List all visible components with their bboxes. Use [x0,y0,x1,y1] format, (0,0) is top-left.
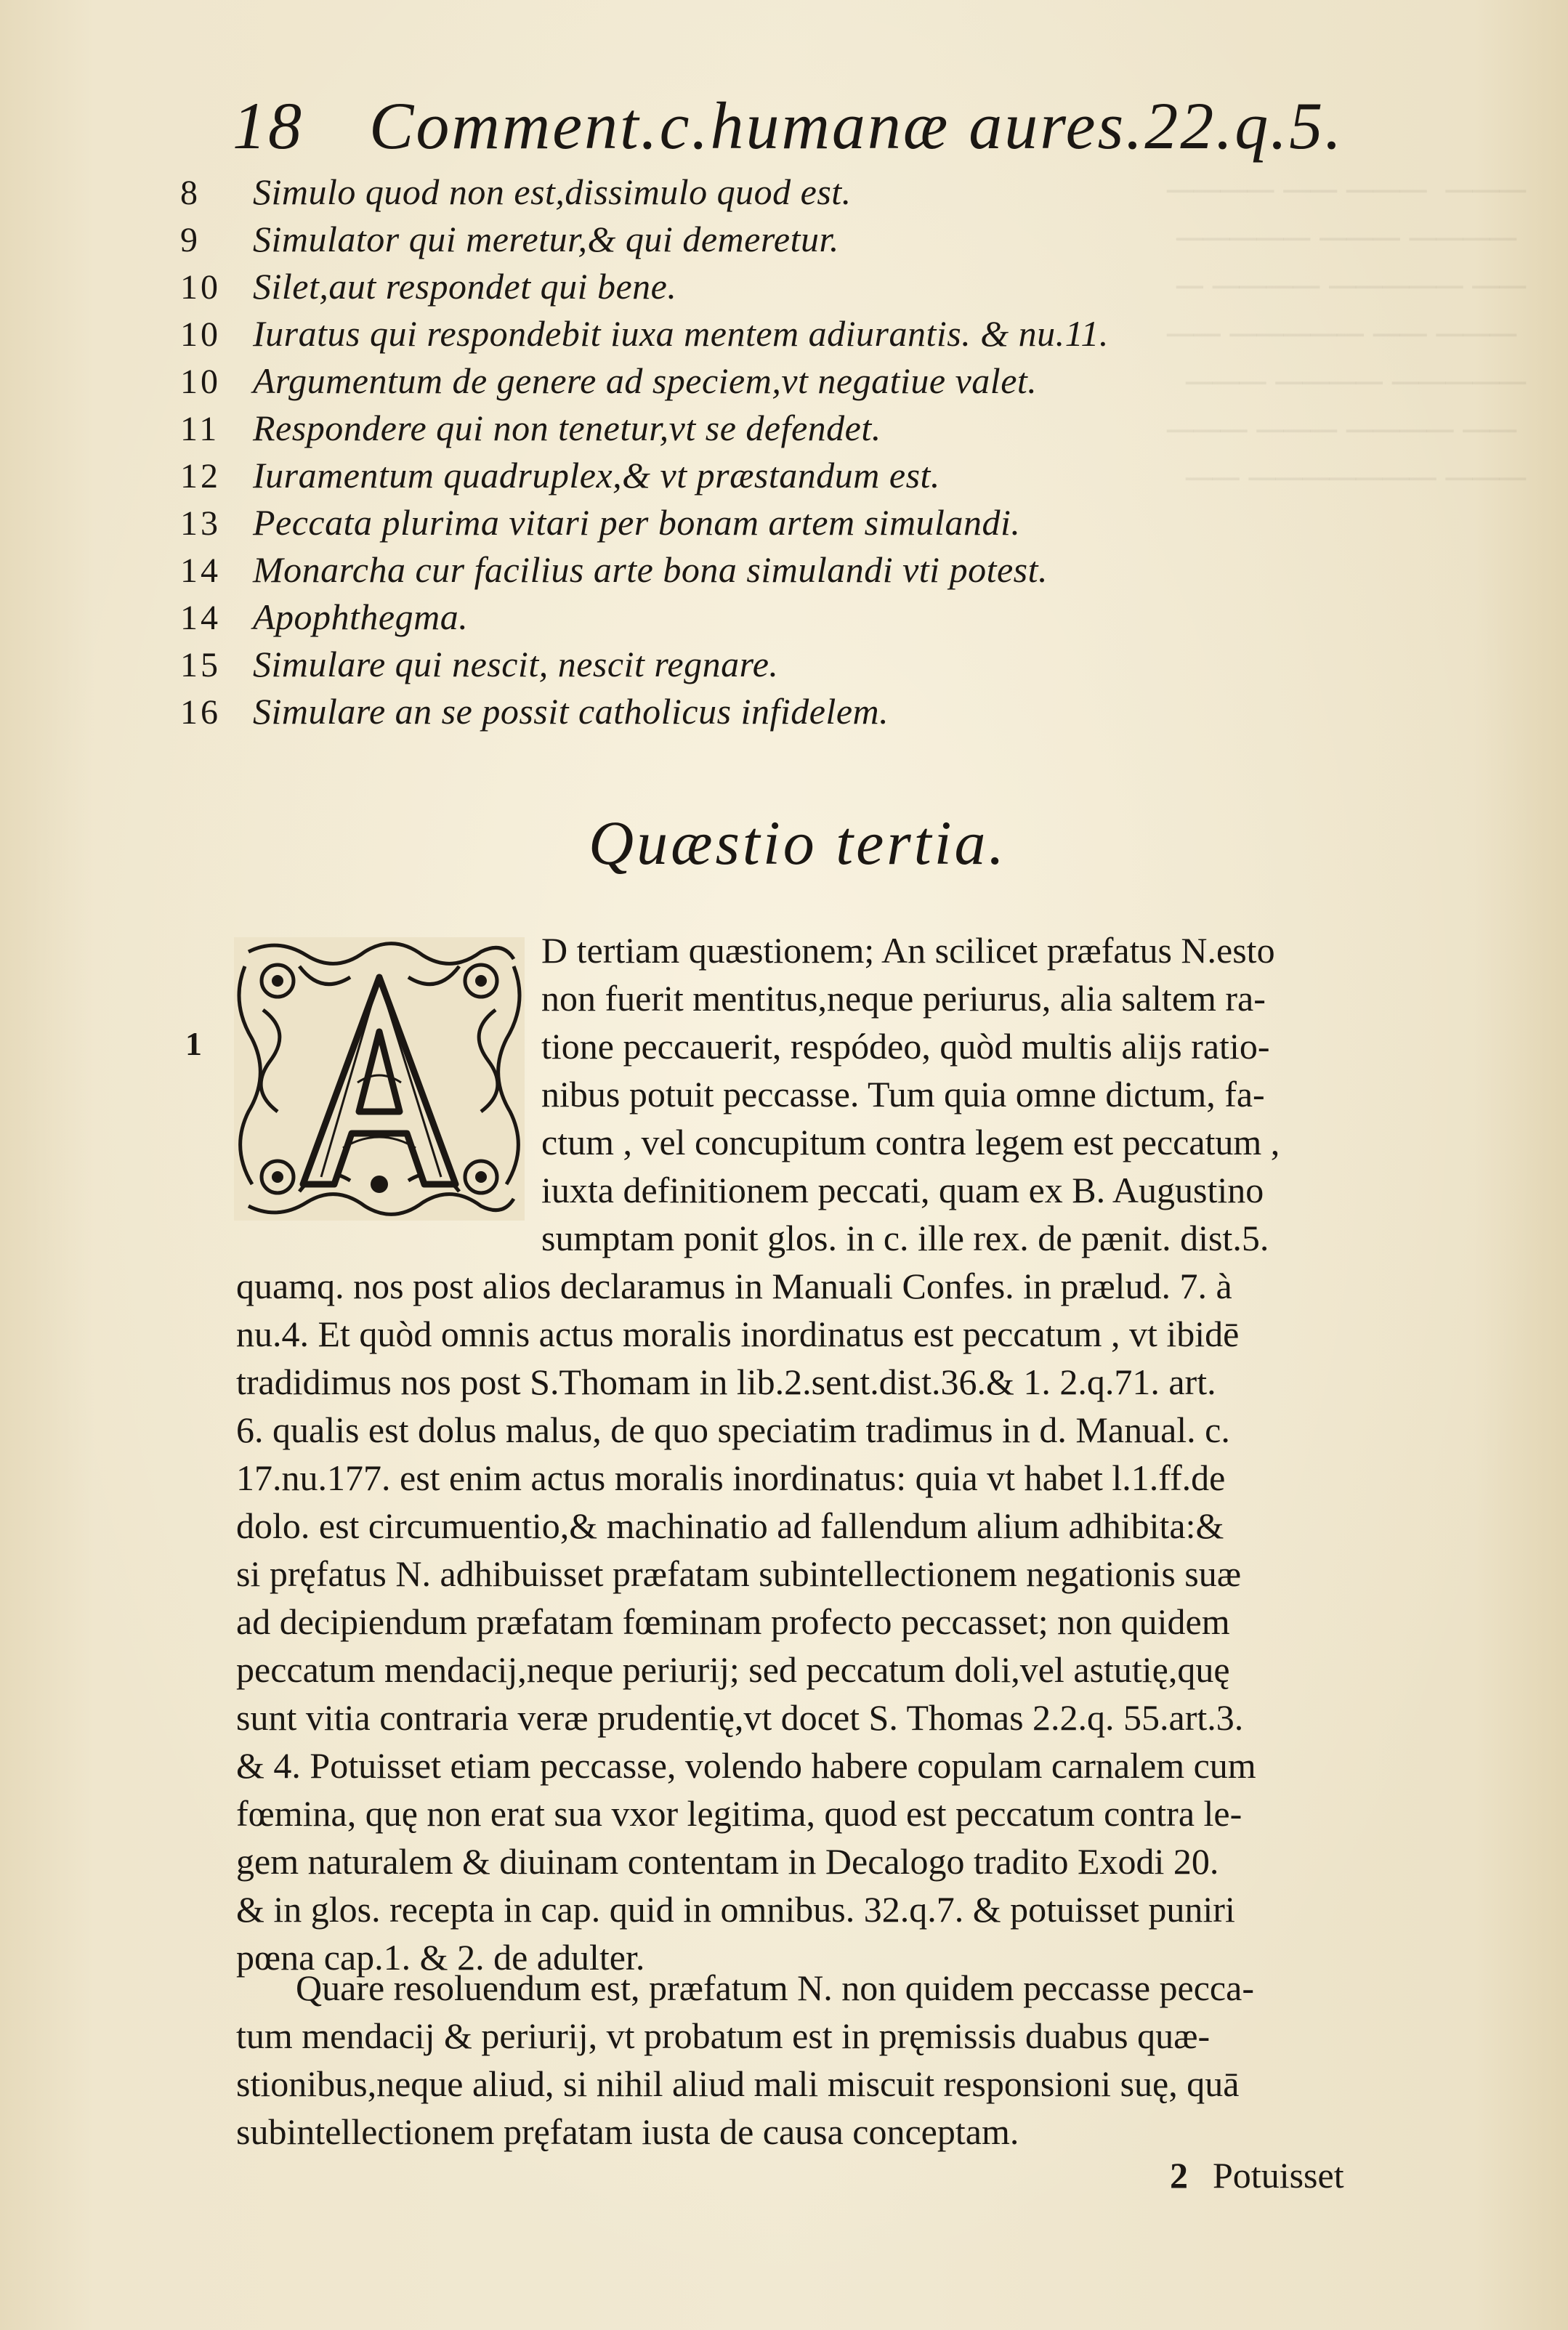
summary-text: Simulare qui nescit, nescit regnare. [253,644,779,684]
text-line: sumptam ponit glos. in c. ille rex. de pænit. dist.5. [541,1218,1269,1258]
running-header [233,87,1344,167]
text-line: pœna cap.1. & 2. de adulter. [236,1937,645,1978]
summary-item [180,263,1270,310]
text-line: fœmina, quę non erat sua vxor legitima, quod est peccatum contra le- [236,1793,1242,1834]
text-line: non fuerit mentitus,neque periurus, alia saltem ra- [541,978,1266,1019]
text-line: gem naturalem & diuinam contentam in Decalogo tradito Exodi 20. [236,1841,1219,1882]
summary-item [180,546,1270,594]
text-line: peccatum mendacij,neque periurij; sed peccatum doli,vel astutię,quę [236,1649,1230,1690]
summary-item [180,357,1270,405]
text-line: si pręfatus N. adhibuisset præfatam subintellectionem negationis suæ [236,1553,1242,1594]
summary-item [180,688,1270,735]
running-title: Comment.c.humanæ aures.22.q.5. [369,89,1344,163]
summary-text: Monarcha cur facilius arte bona simulandi vti potest. [253,549,1048,590]
text-line: nu.4. Et quòd omnis actus moralis inordinatus est peccatum , vt ibidē [236,1314,1240,1354]
text-line: & in glos. recepta in cap. quid in omnibus. 32.q.7. & potuisset puniri [236,1889,1235,1930]
catchword: Potuisset [1213,2155,1344,2196]
summary-number: 10 [180,363,221,401]
margin-number: 2 [1170,2155,1188,2196]
summary-number: 11 [180,410,220,448]
summary-list [180,169,1270,735]
decorated-initial-icon [234,937,525,1221]
summary-item [180,452,1270,499]
summary-text: Iuramentum quadruplex,& vt præstandum est. [253,455,940,495]
summary-item [180,641,1270,688]
summary-number: 10 [180,315,221,354]
paragraph-1-beside-initial [541,926,1280,1262]
text-line: ad decipiendum præfatam fœminam profecto peccasset; non quidem [236,1601,1230,1642]
paragraph-1-full-width [236,1262,1256,1981]
bleed-through-texture: ─── ─── ── ──── ──── ─── ───── ── ───── ──── ─ ─── ── ───── ── ───── ──── ─── ── ──── ─── ─── ─── ─────── ── [1166,170,1526,499]
summary-item [180,216,1270,263]
summary-number: 14 [180,599,221,637]
summary-number: 16 [180,693,221,732]
text-line: nibus potuit peccasse. Tum quia omne dictum, fa- [541,1074,1265,1115]
page-number: 18 [233,89,304,163]
text-line: & 4. Potuisset etiam peccasse, volendo habere copulam carnalem cum [236,1745,1256,1786]
summary-number: 14 [180,551,221,590]
summary-item [180,594,1270,641]
text-line: subintellectionem pręfatam iusta de causa conceptam. [236,2111,1019,2152]
summary-number: 9 [180,221,201,259]
text-line: quamq. nos post alios declaramus in Manuali Confes. in prælud. 7. à [236,1266,1232,1306]
text-line: tum mendacij & periurij, vt probatum est in pręmissis duabus quæ- [236,2015,1211,2056]
text-line: 17.nu.177. est enim actus moralis inordinatus: quia vt habet l.1.ff.de [236,1457,1226,1498]
summary-text: Simulator qui meretur,& qui demeretur. [253,219,839,259]
text-line: D tertiam quæstionem; An scilicet præfatus N.esto [541,930,1275,971]
summary-text: Apophthegma. [253,596,469,637]
summary-text: Silet,aut respondet qui bene. [253,266,677,307]
summary-number: 13 [180,504,221,543]
text-line: Quare resoluendum est, præfatum N. non quidem peccasse pecca- [296,1967,1254,2008]
text-line: dolo. est circumuentio,& machinatio ad fallendum alium adhibita:& [236,1505,1224,1546]
text-line: sunt vitia contraria veræ prudentię,vt docet S. Thomas 2.2.q. 55.art.3. [236,1697,1244,1738]
paragraph-2 [236,1964,1254,2156]
summary-item [180,169,1270,216]
section-title [589,806,1170,879]
summary-text: Peccata plurima vitari per bonam artem simulandi. [253,502,1021,543]
text-line: iuxta definitionem peccati, quam ex B. Augustino [541,1170,1264,1210]
summary-item [180,405,1270,452]
summary-number: 10 [180,268,221,307]
summary-number: 15 [180,646,221,684]
summary-text: Simulare an se possit catholicus infidelem. [253,691,889,732]
summary-number: 12 [180,457,221,495]
text-line: ctum , vel concupitum contra legem est peccatum , [541,1122,1280,1162]
summary-text: Simulo quod non est,dissimulo quod est. [253,171,852,212]
text-line: stionibus,neque aliud, si nihil aliud mali miscuit responsioni suę, quā [236,2063,1240,2104]
margin-number: 1 [185,1025,202,1062]
summary-text: Iuratus qui respondebit iuxa mentem adiurantis. & nu.11. [253,313,1109,354]
text-line: 6. qualis est dolus malus, de quo speciatim tradimus in d. Manual. c. [236,1409,1230,1450]
summary-item [180,499,1270,546]
section-title-text: Quæstio tertia. [589,808,1008,878]
text-line: tradidimus nos post S.Thomam in lib.2.sent.dist.36.& 1. 2.q.71. art. [236,1362,1216,1402]
text-line: tione peccauerit, respódeo, quòd multis alijs ratio- [541,1026,1270,1067]
summary-number: 8 [180,174,201,212]
catchword-line [1170,2154,1344,2196]
summary-text: Respondere qui non tenetur,vt se defendet. [253,408,881,448]
summary-text: Argumentum de genere ad speciem,vt negatiue valet. [253,360,1038,401]
summary-item [180,310,1270,357]
